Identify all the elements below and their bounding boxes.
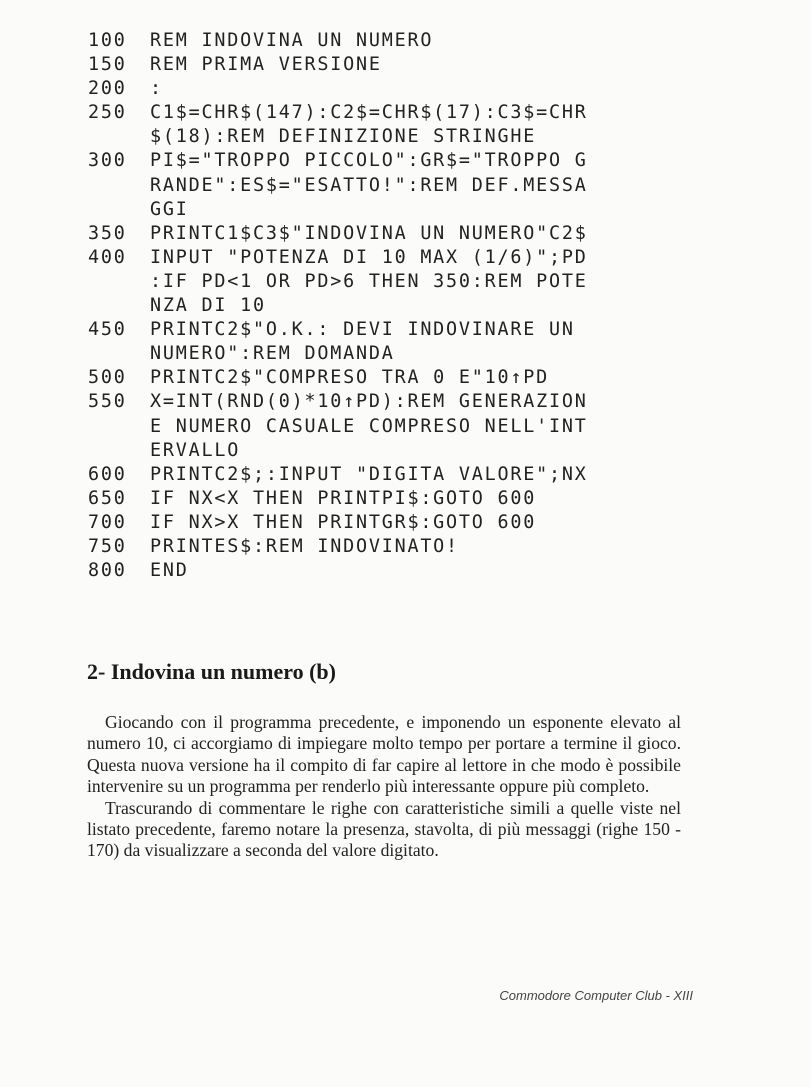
code-text: PRINTC2$;:INPUT "DIGITA VALORE";NX: [150, 463, 588, 485]
line-number: 250: [88, 102, 127, 124]
code-text: IF NX<X THEN PRINTPI$:GOTO 600: [150, 487, 537, 509]
code-text: PRINTC2$"COMPRESO TRA 0 E"10↑PD: [150, 367, 550, 389]
code-text: C1$=CHR$(147):C2$=CHR$(17):C3$=CHR: [150, 102, 588, 124]
line-number: 600: [88, 463, 127, 485]
code-line: [88, 149, 688, 173]
code-line: [88, 559, 688, 583]
code-line-continuation: NZA DI 10: [150, 295, 266, 317]
code-line-continuation: $(18):REM DEFINIZIONE STRINGHE: [150, 126, 537, 148]
line-number: 750: [88, 535, 127, 557]
code-line-continuation: RANDE":ES$="ESATTO!":REM DEF.MESSA: [150, 174, 588, 196]
code-line: [88, 318, 688, 342]
basic-listing: [88, 29, 688, 583]
line-number: 500: [88, 367, 127, 389]
code-line: [88, 29, 688, 53]
line-number: 400: [88, 246, 127, 268]
code-line: [88, 101, 688, 125]
code-text: END: [150, 560, 189, 582]
code-line: [88, 222, 688, 246]
paragraph: Giocando con il programma precedente, e imponendo un esponente elevato al numero 10, ci accorgiamo di impiegare molto tempo per portare a termine il gioco. Questa nuova versione ha il compito di far capire al lettore in che modo è possibile intervenire su un programma per renderlo più interessante oppure più completo.: [87, 712, 681, 797]
code-line-continuation: E NUMERO CASUALE COMPRESO NELL'INT: [150, 415, 588, 437]
code-text: REM PRIMA VERSIONE: [150, 54, 382, 76]
code-text: IF NX>X THEN PRINTGR$:GOTO 600: [150, 511, 537, 533]
code-line: [88, 53, 688, 77]
code-line: [88, 487, 688, 511]
page-footer: Commodore Computer Club - XIII: [499, 988, 693, 1003]
body-text: [87, 712, 681, 862]
section-heading: 2- Indovina un numero (b): [87, 659, 336, 684]
code-line-continuation: :IF PD<1 OR PD>6 THEN 350:REM POTE: [150, 270, 588, 292]
code-text: PRINTC2$"O.K.: DEVI INDOVINARE UN: [150, 319, 575, 341]
code-line-continuation: GGI: [150, 198, 189, 220]
code-line: [88, 511, 688, 535]
paragraph: Trascurando di commentare le righe con caratteristiche simili a quelle viste nel listato precedente, faremo notare la presenza, stavolta, di più messaggi (righe 150 - 170) da visualizzare a seconda del valore digitato.: [87, 797, 681, 861]
line-number: 350: [88, 222, 127, 244]
code-line-continuation: ERVALLO: [150, 439, 241, 461]
line-number: 200: [88, 78, 127, 100]
code-text: :: [150, 78, 163, 100]
code-text: PRINTC1$C3$"INDOVINA UN NUMERO"C2$: [150, 222, 588, 244]
line-number: 300: [88, 150, 127, 172]
line-number: 150: [88, 54, 127, 76]
code-text: REM INDOVINA UN NUMERO: [150, 30, 434, 51]
code-line: [88, 77, 688, 101]
code-text: PI$="TROPPO PICCOLO":GR$="TROPPO G: [150, 150, 588, 172]
code-text: X=INT(RND(0)*10↑PD):REM GENERAZION: [150, 391, 588, 413]
code-line: [88, 246, 688, 270]
line-number: 800: [88, 560, 127, 582]
code-text: INPUT "POTENZA DI 10 MAX (1/6)";PD: [150, 246, 588, 268]
line-number: 700: [88, 511, 127, 533]
code-line: [88, 366, 688, 390]
line-number: 650: [88, 487, 127, 509]
line-number: 100: [88, 30, 127, 51]
code-line-continuation: NUMERO":REM DOMANDA: [150, 343, 395, 365]
code-line: [88, 463, 688, 487]
code-text: PRINTES$:REM INDOVINATO!: [150, 535, 459, 557]
code-line: [88, 535, 688, 559]
line-number: 450: [88, 319, 127, 341]
line-number: 550: [88, 391, 127, 413]
code-line: [88, 390, 688, 414]
